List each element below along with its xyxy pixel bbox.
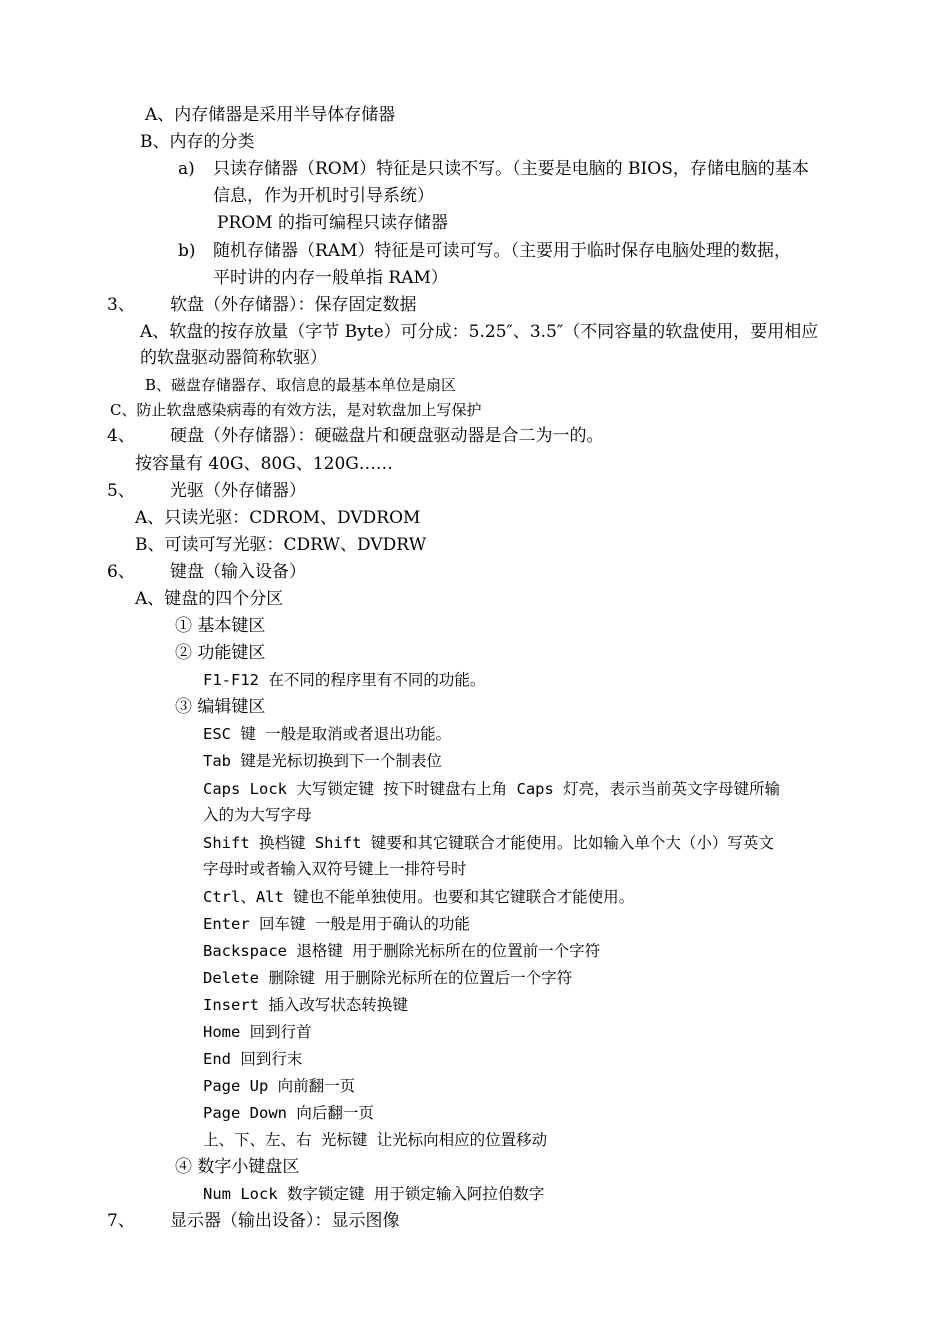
text-line: A、键盘的四个分区 — [135, 589, 284, 609]
section-heading: 键盘（输入设备） — [170, 562, 306, 582]
text-line: ② 功能键区 — [175, 643, 266, 663]
text-line: Page Up 向前翻一页 — [203, 1077, 356, 1095]
text-line: 上、下、左、右 光标键 让光标向相应的位置移动 — [203, 1131, 548, 1149]
text-line: ESC 键 一般是取消或者退出功能。 — [203, 725, 452, 743]
text-line: 平时讲的内存一般单指 RAM） — [213, 268, 448, 288]
text-line: A、只读光驱：CDROM、DVDROM — [135, 508, 421, 528]
text-line: Backspace 退格键 用于删除光标所在的位置前一个字符 — [203, 942, 601, 960]
text-line: Delete 删除键 用于删除光标所在的位置后一个字符 — [203, 969, 573, 987]
text-line: 字母时或者输入双符号键上一排符号时 — [203, 860, 467, 878]
text-line: End 回到行末 — [203, 1050, 303, 1068]
text-line: Shift 换档键 Shift 键要和其它键联合才能使用。比如输入单个大（小）写英文 — [203, 834, 774, 852]
text-line: 只读存储器（ROM）特征是只读不写。（主要是电脑的 BIOS，存储电脑的基本 — [213, 159, 809, 179]
text-line: Ctrl、Alt 键也不能单独使用。也要和其它键联合才能使用。 — [203, 888, 635, 906]
text-line: Tab 键是光标切换到下一个制表位 — [203, 752, 442, 770]
text-line: 入的为大写字母 — [203, 806, 312, 824]
text-line: PROM 的指可编程只读存储器 — [217, 213, 448, 233]
list-marker: a) — [178, 159, 195, 179]
text-line: B、可读可写光驱：CDRW、DVDRW — [135, 535, 427, 555]
text-line: C、防止软盘感染病毒的有效方法，是对软盘加上写保护 — [110, 401, 482, 419]
text-line: ③ 编辑键区 — [175, 697, 266, 717]
section-number: 6、 — [107, 562, 135, 582]
text-line: B、内存的分类 — [140, 132, 255, 152]
text-line: ④ 数字小键盘区 — [175, 1157, 300, 1177]
section-number: 3、 — [107, 295, 135, 315]
text-line: Page Down 向后翻一页 — [203, 1104, 374, 1122]
text-line: Caps Lock 大写锁定键 按下时键盘右上角 Caps 灯亮，表示当前英文字母键所输 — [203, 780, 781, 798]
section-number: 5、 — [107, 481, 135, 501]
text-line: ① 基本键区 — [175, 616, 266, 636]
text-line: 的软盘驱动器简称软驱） — [140, 348, 327, 368]
section-number: 4、 — [107, 426, 135, 446]
list-marker: b) — [178, 241, 196, 261]
section-heading: 软盘（外存储器）：保存固定数据 — [170, 295, 417, 315]
text-line: Enter 回车键 一般是用于确认的功能 — [203, 915, 470, 933]
text-line: Insert 插入改写状态转换键 — [203, 996, 408, 1014]
section-heading: 显示器（输出设备）：显示图像 — [170, 1211, 400, 1231]
text-line: B、磁盘存储器存、取信息的最基本单位是扇区 — [145, 376, 457, 394]
text-line: Home 回到行首 — [203, 1023, 312, 1041]
text-line: A、软盘的按存放量（字节 Byte）可分成：5.25″、3.5″（不同容量的软盘使用，要用相应 — [140, 322, 819, 342]
section-heading: 硬盘（外存储器）：硬磁盘片和硬盘驱动器是合二为一的。 — [170, 426, 604, 446]
section-heading: 光驱（外存储器） — [170, 481, 306, 501]
section-number: 7、 — [107, 1211, 135, 1231]
text-line: 随机存储器（RAM）特征是可读可写。（主要用于临时保存电脑处理的数据， — [213, 241, 791, 261]
text-line: F1-F12 在不同的程序里有不同的功能。 — [203, 671, 486, 689]
text-line: Num Lock 数字锁定键 用于锁定输入阿拉伯数字 — [203, 1185, 545, 1203]
text-line: 信息，作为开机时引导系统） — [213, 186, 434, 206]
text-line: A、内存储器是采用半导体存储器 — [145, 105, 396, 125]
text-line: 按容量有 40G、80G、120G…… — [135, 454, 393, 474]
